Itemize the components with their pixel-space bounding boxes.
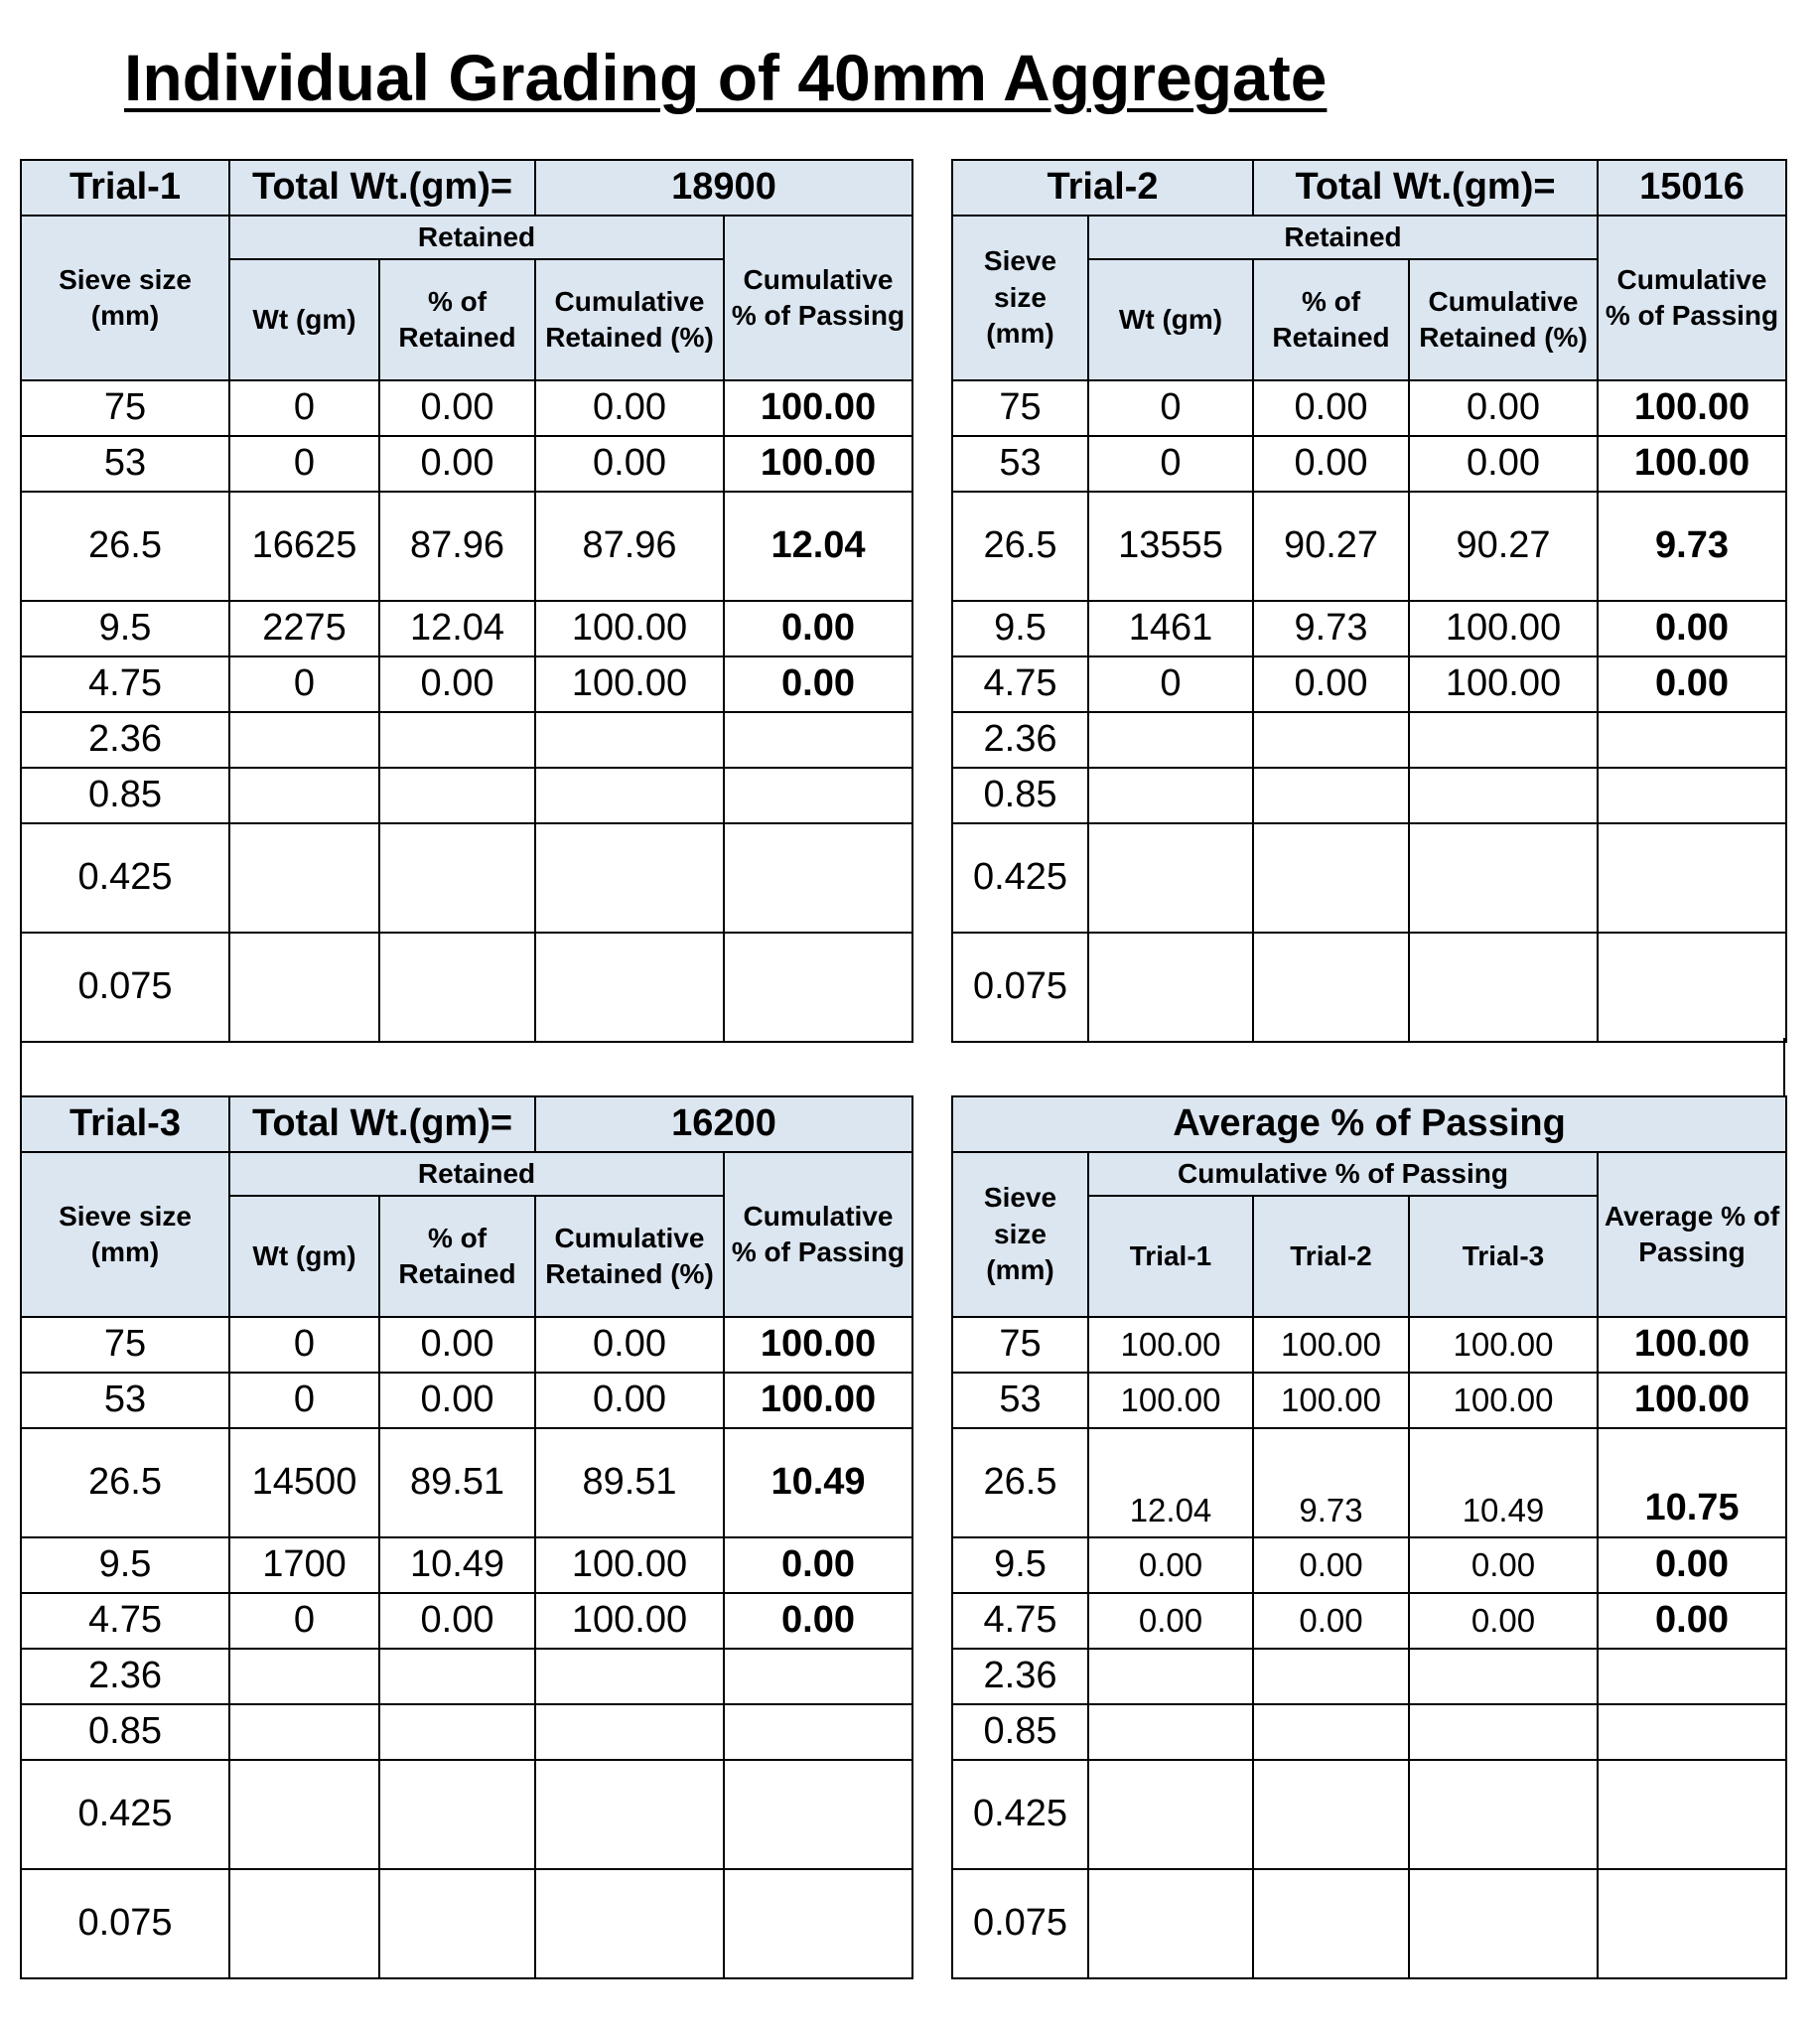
cum-retained-cell: 100.00 — [1409, 601, 1598, 656]
cum-passing-cell: 100.00 — [1598, 436, 1786, 492]
cum-passing-cell: 100.00 — [724, 380, 912, 436]
weight-cell: 0 — [1088, 380, 1253, 436]
trial-name: Trial-2 — [952, 160, 1253, 216]
total-weight-value: 18900 — [535, 160, 912, 216]
table-row — [952, 601, 1786, 656]
pct-retained-header: % of Retained — [1253, 259, 1409, 380]
trial-1-passing-cell: 100.00 — [1088, 1317, 1253, 1373]
trial-2-passing-cell — [1253, 1704, 1409, 1760]
sieve-size-cell: 75 — [21, 1317, 229, 1373]
cum-retained-cell: 87.96 — [535, 492, 724, 601]
trial-2-passing-cell — [1253, 1760, 1409, 1869]
trial-1-passing-cell — [1088, 1704, 1253, 1760]
sieve-size-cell: 0.075 — [21, 1869, 229, 1978]
sieve-size-cell: 53 — [952, 1373, 1088, 1428]
cum-retained-cell: 0.00 — [1409, 380, 1598, 436]
cum-retained-cell: 0.00 — [535, 380, 724, 436]
table-row — [21, 1428, 912, 1537]
pct-retained-header: % of Retained — [379, 259, 535, 380]
trial-2-passing-cell: 100.00 — [1253, 1373, 1409, 1428]
trial-3-passing-cell: 100.00 — [1409, 1373, 1598, 1428]
table-row — [952, 1317, 1786, 1373]
cum-retained-cell: 100.00 — [535, 601, 724, 656]
weight-cell: 0 — [229, 1317, 379, 1373]
pct-retained-cell: 0.00 — [1253, 436, 1409, 492]
sieve-size-cell: 9.5 — [952, 1537, 1088, 1593]
cum-retained-cell — [535, 823, 724, 933]
cum-retained-cell: 89.51 — [535, 1428, 724, 1537]
trial-1-passing-cell — [1088, 1869, 1253, 1978]
trial-2-passing-cell — [1253, 1869, 1409, 1978]
sieve-size-cell: 0.85 — [952, 1704, 1088, 1760]
trial-name: Trial-1 — [21, 160, 229, 216]
sieve-size-cell: 53 — [21, 1373, 229, 1428]
pct-retained-cell: 12.04 — [379, 601, 535, 656]
average-passing-table — [951, 1095, 1787, 1979]
weight-cell: 0 — [229, 380, 379, 436]
table-row — [21, 712, 912, 768]
trial-1-passing-cell — [1088, 1649, 1253, 1704]
sieve-size-cell: 0.425 — [21, 1760, 229, 1869]
table-row — [21, 1704, 912, 1760]
trial-3-passing-cell — [1409, 1704, 1598, 1760]
trial-3-passing-cell — [1409, 1869, 1598, 1978]
pct-retained-cell: 90.27 — [1253, 492, 1409, 601]
sieve-size-cell: 0.85 — [21, 1704, 229, 1760]
cum-passing-cell: 100.00 — [724, 1317, 912, 1373]
table-row — [21, 933, 912, 1042]
trial-3-passing-cell — [1409, 1649, 1598, 1704]
sieve-size-cell: 0.075 — [952, 933, 1088, 1042]
cum-retained-cell — [535, 1760, 724, 1869]
trial-1-table — [20, 159, 913, 1043]
table-row — [21, 436, 912, 492]
average-passing-cell — [1598, 1704, 1786, 1760]
table-row — [21, 768, 912, 823]
cum-passing-cell — [724, 933, 912, 1042]
cum-passing-cell: 10.49 — [724, 1428, 912, 1537]
sieve-size-cell: 4.75 — [952, 656, 1088, 712]
trial-name: Trial-3 — [21, 1096, 229, 1152]
pct-retained-cell: 0.00 — [1253, 656, 1409, 712]
weight-cell — [1088, 712, 1253, 768]
cum-passing-cell — [724, 1760, 912, 1869]
table-row — [952, 1373, 1786, 1428]
trial-2-passing-cell: 0.00 — [1253, 1593, 1409, 1649]
pct-retained-header: % of Retained — [379, 1196, 535, 1317]
table-row — [21, 1537, 912, 1593]
pct-retained-cell: 0.00 — [379, 380, 535, 436]
average-passing-cell: 100.00 — [1598, 1317, 1786, 1373]
cum-passing-cell — [724, 1869, 912, 1978]
sieve-size-cell: 2.36 — [21, 712, 229, 768]
sieve-size-cell: 2.36 — [952, 1649, 1088, 1704]
pct-retained-cell — [379, 1704, 535, 1760]
weight-cell — [1088, 768, 1253, 823]
cum-passing-cell: 9.73 — [1598, 492, 1786, 601]
sieve-size-header: Sieve size (mm) — [21, 1152, 229, 1317]
weight-cell: 14500 — [229, 1428, 379, 1537]
cum-retained-cell: 0.00 — [1409, 436, 1598, 492]
table-row — [21, 823, 912, 933]
average-passing-cell: 0.00 — [1598, 1537, 1786, 1593]
weight-cell — [1088, 933, 1253, 1042]
table-row — [952, 933, 1786, 1042]
sieve-size-cell: 0.85 — [21, 768, 229, 823]
cum-retained-cell: 100.00 — [535, 656, 724, 712]
pct-retained-cell — [1253, 712, 1409, 768]
cum-retained-header: Cumulative Retained (%) — [535, 1196, 724, 1317]
trial-1-passing-cell: 0.00 — [1088, 1593, 1253, 1649]
sieve-size-cell: 75 — [952, 380, 1088, 436]
table-row — [21, 380, 912, 436]
weight-cell — [229, 933, 379, 1042]
trial-2-header: Trial-2 — [1253, 1196, 1409, 1317]
cum-retained-cell — [1409, 768, 1598, 823]
wt-header: Wt (gm) — [229, 259, 379, 380]
trial-3-table — [20, 1095, 913, 1979]
cum-retained-cell — [535, 1704, 724, 1760]
cum-passing-cell — [724, 768, 912, 823]
page-title: Individual Grading of 40mm Aggregate — [124, 41, 1328, 114]
total-weight-value: 15016 — [1598, 160, 1786, 216]
cum-retained-header: Cumulative Retained (%) — [1409, 259, 1598, 380]
trial-3-header: Trial-3 — [1409, 1196, 1598, 1317]
table-row — [21, 656, 912, 712]
pct-retained-cell — [379, 768, 535, 823]
weight-cell — [229, 823, 379, 933]
table-row — [952, 1593, 1786, 1649]
cum-retained-cell: 100.00 — [1409, 656, 1598, 712]
cum-retained-cell — [535, 1869, 724, 1978]
sieve-size-cell: 0.85 — [952, 768, 1088, 823]
sieve-size-cell: 26.5 — [21, 1428, 229, 1537]
average-passing-cell — [1598, 1760, 1786, 1869]
pct-retained-cell — [1253, 933, 1409, 1042]
weight-cell: 1461 — [1088, 601, 1253, 656]
weight-cell: 0 — [229, 1373, 379, 1428]
trial-3-passing-cell: 0.00 — [1409, 1593, 1598, 1649]
cum-passing-header: Cumulative % of Passing — [1088, 1152, 1598, 1196]
weight-cell — [229, 1649, 379, 1704]
wt-header: Wt (gm) — [229, 1196, 379, 1317]
cum-retained-cell: 0.00 — [535, 1373, 724, 1428]
weight-cell — [229, 768, 379, 823]
weight-cell: 0 — [1088, 656, 1253, 712]
cum-passing-cell: 0.00 — [1598, 601, 1786, 656]
pct-retained-cell: 0.00 — [1253, 380, 1409, 436]
cum-retained-cell — [1409, 712, 1598, 768]
cum-passing-header: Cumulative % of Passing — [724, 1152, 912, 1317]
sieve-size-cell: 9.5 — [21, 601, 229, 656]
table-row — [952, 823, 1786, 933]
cum-passing-cell — [1598, 768, 1786, 823]
weight-cell — [1088, 823, 1253, 933]
cum-passing-cell: 100.00 — [724, 436, 912, 492]
trial-1-passing-cell: 0.00 — [1088, 1537, 1253, 1593]
pct-retained-cell: 0.00 — [379, 1593, 535, 1649]
total-weight-label: Total Wt.(gm)= — [1253, 160, 1598, 216]
total-weight-label: Total Wt.(gm)= — [229, 160, 535, 216]
table-row — [952, 1869, 1786, 1978]
cum-retained-cell — [535, 712, 724, 768]
pct-retained-cell: 10.49 — [379, 1537, 535, 1593]
average-passing-cell: 0.00 — [1598, 1593, 1786, 1649]
table-row — [952, 1649, 1786, 1704]
cum-passing-cell: 0.00 — [1598, 656, 1786, 712]
sieve-size-cell: 9.5 — [21, 1537, 229, 1593]
trial-2-passing-cell — [1253, 1649, 1409, 1704]
pct-retained-cell — [379, 933, 535, 1042]
pct-retained-cell: 0.00 — [379, 436, 535, 492]
pct-retained-cell — [1253, 768, 1409, 823]
sieve-size-cell: 0.075 — [21, 933, 229, 1042]
table-row — [952, 768, 1786, 823]
trial-1-passing-cell: 12.04 — [1088, 1428, 1253, 1537]
sieve-size-cell: 4.75 — [21, 656, 229, 712]
trial-3-passing-cell — [1409, 1760, 1598, 1869]
weight-cell — [229, 712, 379, 768]
sieve-size-cell: 2.36 — [21, 1649, 229, 1704]
pct-retained-cell — [379, 1649, 535, 1704]
sieve-size-cell: 4.75 — [21, 1593, 229, 1649]
weight-cell — [229, 1760, 379, 1869]
weight-cell: 13555 — [1088, 492, 1253, 601]
cum-passing-cell — [1598, 823, 1786, 933]
weight-cell — [229, 1704, 379, 1760]
average-passing-cell: 100.00 — [1598, 1373, 1786, 1428]
trial-2-passing-cell: 0.00 — [1253, 1537, 1409, 1593]
average-title: Average % of Passing — [952, 1096, 1786, 1152]
trial-1-header: Trial-1 — [1088, 1196, 1253, 1317]
pct-retained-cell — [1253, 823, 1409, 933]
sieve-size-cell: 26.5 — [21, 492, 229, 601]
sieve-size-cell: 0.075 — [952, 1869, 1088, 1978]
sieve-size-cell: 0.425 — [952, 1760, 1088, 1869]
cum-passing-header: Cumulative % of Passing — [724, 216, 912, 380]
total-weight-value: 16200 — [535, 1096, 912, 1152]
cum-retained-cell: 100.00 — [535, 1593, 724, 1649]
weight-cell: 1700 — [229, 1537, 379, 1593]
table-row — [21, 1373, 912, 1428]
trial-3-passing-cell: 10.49 — [1409, 1428, 1598, 1537]
retained-header: Retained — [229, 216, 724, 259]
cum-retained-header: Cumulative Retained (%) — [535, 259, 724, 380]
sieve-size-header: Sieve size (mm) — [952, 216, 1088, 380]
trial-2-table — [951, 159, 1787, 1043]
sieve-size-header: Sieve size (mm) — [21, 216, 229, 380]
trial-3-passing-cell: 0.00 — [1409, 1537, 1598, 1593]
wt-header: Wt (gm) — [1088, 259, 1253, 380]
cum-retained-cell — [535, 1649, 724, 1704]
weight-cell: 0 — [229, 1593, 379, 1649]
average-passing-cell: 10.75 — [1598, 1428, 1786, 1537]
sieve-size-cell: 26.5 — [952, 1428, 1088, 1537]
table-row — [21, 1593, 912, 1649]
table-row — [21, 1760, 912, 1869]
retained-header: Retained — [1088, 216, 1598, 259]
cum-passing-cell: 0.00 — [724, 601, 912, 656]
pct-retained-cell: 87.96 — [379, 492, 535, 601]
table-row — [21, 1649, 912, 1704]
section-spacer — [20, 1038, 1785, 1095]
cum-passing-cell — [1598, 712, 1786, 768]
table-row — [952, 712, 1786, 768]
table-row — [952, 492, 1786, 601]
sieve-size-cell: 26.5 — [952, 492, 1088, 601]
cum-passing-cell — [724, 823, 912, 933]
average-passing-cell — [1598, 1649, 1786, 1704]
cum-passing-cell — [1598, 933, 1786, 1042]
pct-retained-cell: 0.00 — [379, 1317, 535, 1373]
trial-2-passing-cell: 100.00 — [1253, 1317, 1409, 1373]
pct-retained-cell — [379, 1869, 535, 1978]
retained-header: Retained — [229, 1152, 724, 1196]
weight-cell — [229, 1869, 379, 1978]
table-row — [21, 601, 912, 656]
cum-passing-cell: 100.00 — [1598, 380, 1786, 436]
cum-retained-cell: 0.00 — [535, 1317, 724, 1373]
sieve-size-cell: 53 — [952, 436, 1088, 492]
table-row — [952, 1428, 1786, 1537]
cum-passing-cell: 0.00 — [724, 1537, 912, 1593]
sieve-size-cell: 75 — [952, 1317, 1088, 1373]
weight-cell: 2275 — [229, 601, 379, 656]
weight-cell: 16625 — [229, 492, 379, 601]
trial-1-passing-cell: 100.00 — [1088, 1373, 1253, 1428]
cum-retained-cell: 90.27 — [1409, 492, 1598, 601]
sieve-size-cell: 4.75 — [952, 1593, 1088, 1649]
weight-cell: 0 — [1088, 436, 1253, 492]
sieve-size-cell: 53 — [21, 436, 229, 492]
table-row — [21, 1317, 912, 1373]
sieve-size-cell: 75 — [21, 380, 229, 436]
sieve-size-header: Sieve size (mm) — [952, 1152, 1088, 1317]
sieve-size-cell: 0.425 — [21, 823, 229, 933]
cum-retained-cell: 100.00 — [535, 1537, 724, 1593]
pct-retained-cell: 9.73 — [1253, 601, 1409, 656]
weight-cell: 0 — [229, 656, 379, 712]
cum-retained-cell: 0.00 — [535, 436, 724, 492]
cum-retained-cell — [535, 768, 724, 823]
table-row — [952, 1760, 1786, 1869]
pct-retained-cell — [379, 1760, 535, 1869]
average-passing-header: Average % of Passing — [1598, 1152, 1786, 1317]
average-passing-cell — [1598, 1869, 1786, 1978]
table-row — [952, 1537, 1786, 1593]
cum-passing-cell: 12.04 — [724, 492, 912, 601]
cum-retained-cell — [1409, 933, 1598, 1042]
cum-passing-cell — [724, 1649, 912, 1704]
table-row — [952, 656, 1786, 712]
sieve-size-cell: 0.425 — [952, 823, 1088, 933]
cum-passing-cell: 0.00 — [724, 656, 912, 712]
sieve-size-cell: 9.5 — [952, 601, 1088, 656]
trial-1-passing-cell — [1088, 1760, 1253, 1869]
trial-2-passing-cell: 9.73 — [1253, 1428, 1409, 1537]
cum-passing-cell: 0.00 — [724, 1593, 912, 1649]
table-row — [952, 436, 1786, 492]
pct-retained-cell — [379, 712, 535, 768]
cum-retained-cell — [535, 933, 724, 1042]
pct-retained-cell: 89.51 — [379, 1428, 535, 1537]
table-row — [21, 1869, 912, 1978]
cum-retained-cell — [1409, 823, 1598, 933]
table-row — [21, 492, 912, 601]
cum-passing-cell: 100.00 — [724, 1373, 912, 1428]
cum-passing-header: Cumulative % of Passing — [1598, 216, 1786, 380]
weight-cell: 0 — [229, 436, 379, 492]
table-row — [952, 1704, 1786, 1760]
cum-passing-cell — [724, 1704, 912, 1760]
pct-retained-cell: 0.00 — [379, 656, 535, 712]
pct-retained-cell — [379, 823, 535, 933]
total-weight-label: Total Wt.(gm)= — [229, 1096, 535, 1152]
cum-passing-cell — [724, 712, 912, 768]
sieve-size-cell: 2.36 — [952, 712, 1088, 768]
table-row — [952, 380, 1786, 436]
trial-3-passing-cell: 100.00 — [1409, 1317, 1598, 1373]
pct-retained-cell: 0.00 — [379, 1373, 535, 1428]
